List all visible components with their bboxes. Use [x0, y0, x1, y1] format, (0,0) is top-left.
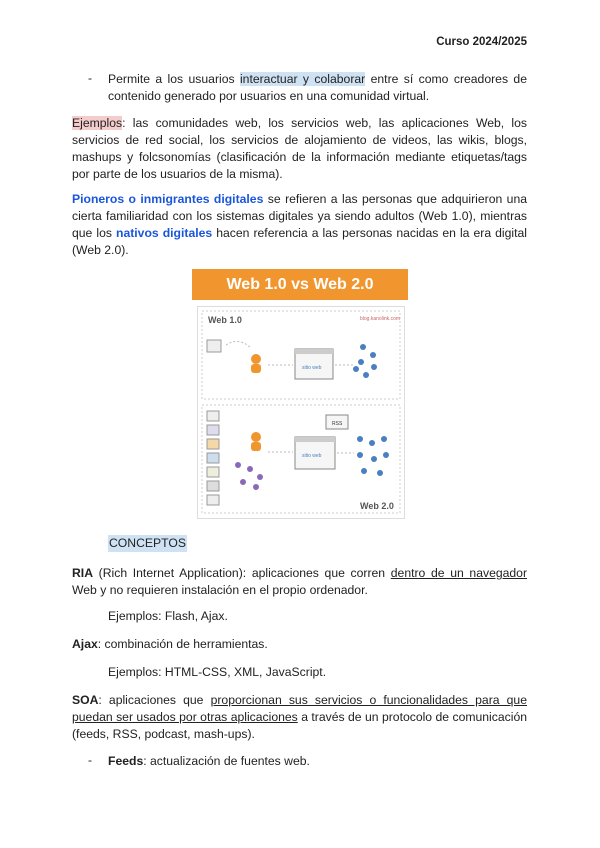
- pioneros-text1: se refieren a las personas que adquirieron una cierta familiaridad con los sistemas digitales ya siendo adultos (Web 1.0), mientras que los: [72, 192, 527, 240]
- web-diagram-svg: [198, 307, 404, 518]
- highlight-interactuar: interactuar y colaborar: [239, 72, 366, 86]
- web1-site-label: sitio web: [302, 365, 322, 371]
- ajax-paragraph: [72, 636, 527, 653]
- ria-term: RIA: [72, 566, 93, 580]
- conceptos-heading: CONCEPTOS: [109, 536, 186, 550]
- web1-label: Web 1.0: [208, 315, 242, 325]
- pioneros-text2: hacen referencia a las personas nacidas en la era digital (Web 2.0).: [72, 226, 527, 257]
- ria-underline: dentro de un navegador: [390, 566, 528, 580]
- bullet-text-before: Permite a los usuarios: [108, 72, 235, 86]
- soa-term: SOA: [72, 693, 99, 707]
- ejemplos-label: Ejemplos: [72, 116, 123, 130]
- feeds-bullet: [108, 753, 527, 770]
- soa-text-before: : aplicaciones que: [98, 693, 204, 707]
- ria-text-after: Web y no requieren instalación en el propio ordenador.: [72, 583, 368, 597]
- brand-label: blog.kanolink.com: [360, 316, 401, 322]
- course-header: Curso 2024/2025: [436, 36, 527, 48]
- figure-title: Web 1.0 vs Web 2.0: [192, 269, 408, 300]
- ajax-text: : combinación de herramientas.: [97, 637, 268, 651]
- feeds-dash: -: [88, 753, 93, 767]
- web2-author-body: [251, 442, 261, 451]
- soa-text-after: a través de un protocolo de comunicación (feeds, RSS, podcast, mash-ups).: [72, 710, 527, 741]
- feeds-term: Feeds: [108, 754, 144, 768]
- bullet-dash: -: [88, 71, 93, 85]
- web2-author-head: [251, 432, 261, 442]
- rss-label: RSS: [332, 421, 343, 427]
- ria-text-before: (Rich Internet Application): aplicaciones que corren: [98, 566, 386, 580]
- web-comparison-figure: [192, 269, 408, 519]
- figure-diagram: [197, 306, 405, 519]
- ejemplos-text: : las comunidades web, los servicios web, las aplicaciones Web, los servicios de red social, los servicios de alojamiento de videos, las wikis, blogs, mashups y folcsonomías (clasificación de la información mediante etiquetas/tags por parte de los usuarios de la misma).: [72, 116, 527, 181]
- web2-label: Web 2.0: [360, 501, 394, 511]
- web2-site-label: sitio web: [302, 453, 322, 459]
- bullet-text-after: entre sí como creadores de contenido generado por usuarios en una comunidad virtual.: [108, 72, 527, 103]
- ria-paragraph: [72, 565, 527, 599]
- ejemplos-paragraph: [72, 115, 527, 183]
- web1-icon-doc: [207, 340, 221, 352]
- term-pioneros[interactable]: Pioneros o inmigrantes digitales: [72, 192, 264, 206]
- ajax-term: Ajax: [72, 637, 98, 651]
- bullet-interactuar: [108, 71, 527, 105]
- web1-author-head: [251, 354, 261, 364]
- ria-examples: Ejemplos: Flash, Ajax.: [108, 609, 228, 623]
- pioneros-paragraph: [72, 191, 527, 259]
- web1-author-body: [251, 364, 261, 373]
- ajax-examples: Ejemplos: HTML-CSS, XML, JavaScript.: [108, 665, 327, 679]
- web2-tool-icons: [207, 411, 219, 505]
- feeds-text: : actualización de fuentes web.: [143, 754, 310, 768]
- term-nativos[interactable]: nativos digitales: [116, 226, 213, 240]
- soa-paragraph: [72, 692, 527, 743]
- soa-underline: proporcionan sus servicios o funcionalidades para que puedan ser usados por otras aplicaciones: [72, 693, 527, 724]
- web2-site-titlebar: [295, 437, 335, 442]
- web1-site-titlebar: [295, 349, 333, 354]
